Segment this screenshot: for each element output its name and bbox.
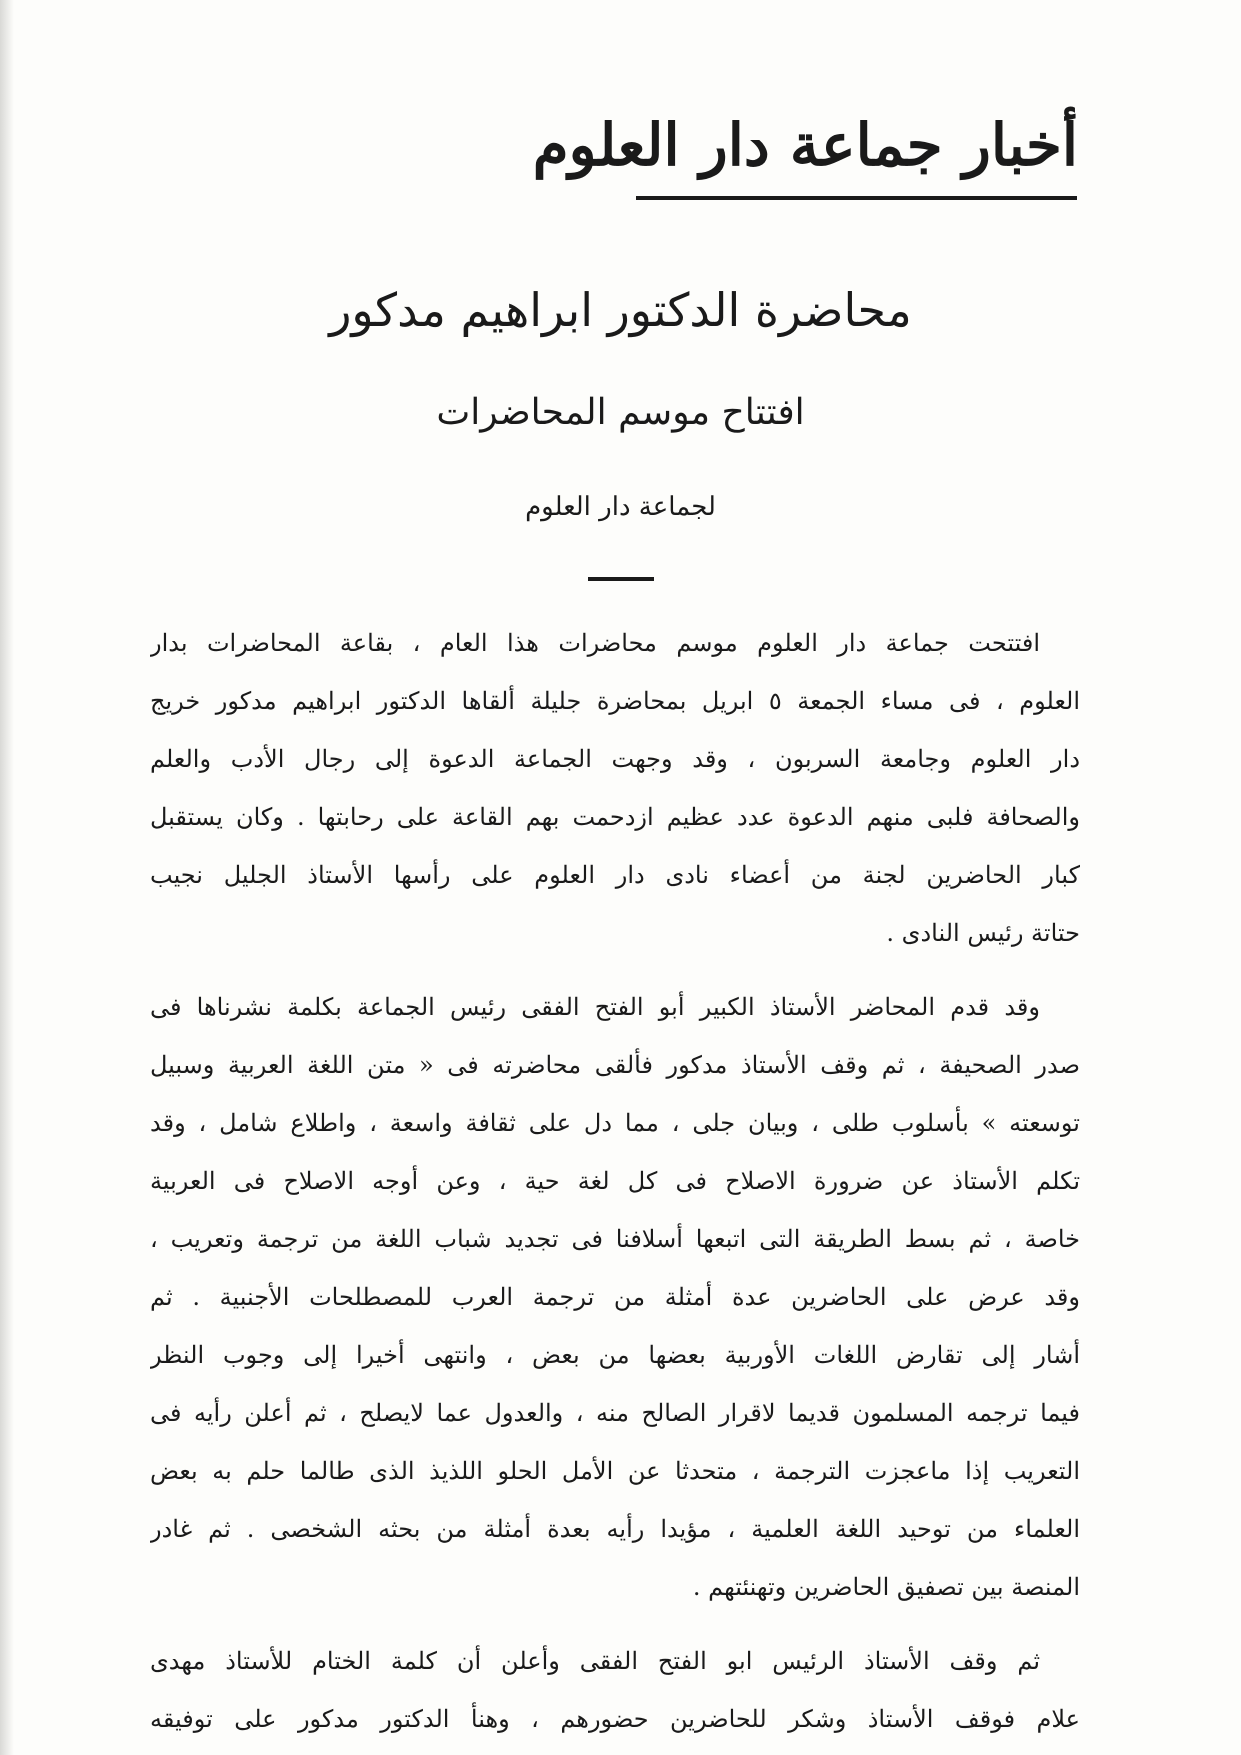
paragraph xyxy=(150,978,1080,1616)
text-line: توسعته » بأسلوب طلى ، وبيان جلى ، مما دل على ثقافة واسعة ، واطلاع شامل ، وقد xyxy=(150,1109,1080,1137)
text-line: ثم وقف الأستاذ الرئيس ابو الفتح الفقى وأعلن أن كلمة الختام للأستاذ مهدى xyxy=(150,1647,1040,1675)
lecture-title: محاضرة الدكتور ابراهيم مدكور xyxy=(329,283,912,337)
text-line: افتتحت جماعة دار العلوم موسم محاضرات هذا العام ، بقاعة المحاضرات بدار xyxy=(150,629,1040,657)
text-line: العلوم ، فى مساء الجمعة ٥ ابريل بمحاضرة جليلة ألقاها الدكتور ابراهيم مدكور خريج xyxy=(150,687,1080,715)
masthead-underline xyxy=(636,196,1077,200)
text-line: كبار الحاضرين لجنة من أعضاء نادى دار العلوم على رأسها الأستاذ الجليل نجيب xyxy=(150,861,1080,889)
paragraph xyxy=(150,614,1080,962)
text-line: المنصة بين تصفيق الحاضرين وتهنئتهم . xyxy=(692,1573,1080,1601)
text-line: خاصة ، ثم بسط الطريقة التى اتبعها أسلافنا فى تجديد شباب اللغة من ترجمة وتعريب ، xyxy=(150,1225,1080,1253)
text-line: والصحافة فلبى منهم الدعوة عدد عظيم ازدحمت بهم القاعة على رحابتها . وكان يستقبل xyxy=(150,803,1080,831)
section-masthead: أخبار جماعة دار العلوم xyxy=(532,111,1078,179)
page-edge-shadow xyxy=(0,0,14,1755)
text-line: وقد عرض على الحاضرين عدة أمثلة من ترجمة العرب للمصطلحات الأجنبية . ثم xyxy=(150,1283,1080,1311)
article-body xyxy=(150,614,1080,1748)
text-line: أشار إلى تقارض اللغات الأوربية بعضها من بعض ، وانتهى أخيرا إلى وجوب النظر xyxy=(150,1341,1080,1369)
text-line: العلماء من توحيد اللغة العلمية ، مؤيدا رأيه بعدة أمثلة من بحثه الشخصى . ثم غادر xyxy=(150,1515,1080,1543)
text-line: حتاتة رئيس النادى . xyxy=(886,919,1080,947)
paragraph xyxy=(150,1632,1080,1748)
text-line: دار العلوم وجامعة السربون ، وقد وجهت الجماعة الدعوة إلى رجال الأدب والعلم xyxy=(150,745,1080,773)
text-line: صدر الصحيفة ، ثم وقف الأستاذ مدكور فألقى محاضرته فى « متن اللغة العربية وسبيل xyxy=(150,1051,1080,1079)
organization-line: لجماعة دار العلوم xyxy=(525,492,716,522)
text-line: علام فوقف الأستاذ وشكر للحاضرين حضورهم ، وهنأ الدكتور مدكور على توفيقه xyxy=(150,1705,1080,1733)
lecture-subtitle: افتتاح موسم المحاضرات xyxy=(436,392,805,433)
section-divider xyxy=(588,577,654,581)
text-line: فيما ترجمه المسلمون قديما لاقرار الصالح منه ، والعدول عما لايصلح ، ثم أعلن رأيه فى xyxy=(150,1399,1080,1427)
text-line: تكلم الأستاذ عن ضرورة الاصلاح فى كل لغة حية ، وعن أوجه الاصلاح فى العربية xyxy=(150,1167,1080,1195)
text-line: وقد قدم المحاضر الأستاذ الكبير أبو الفتح الفقى رئيس الجماعة بكلمة نشرناها فى xyxy=(150,993,1040,1021)
text-line: التعريب إذا ماعجزت الترجمة ، متحدثا عن الأمل الحلو اللذيذ الذى طالما حلم به بعض xyxy=(150,1457,1080,1485)
